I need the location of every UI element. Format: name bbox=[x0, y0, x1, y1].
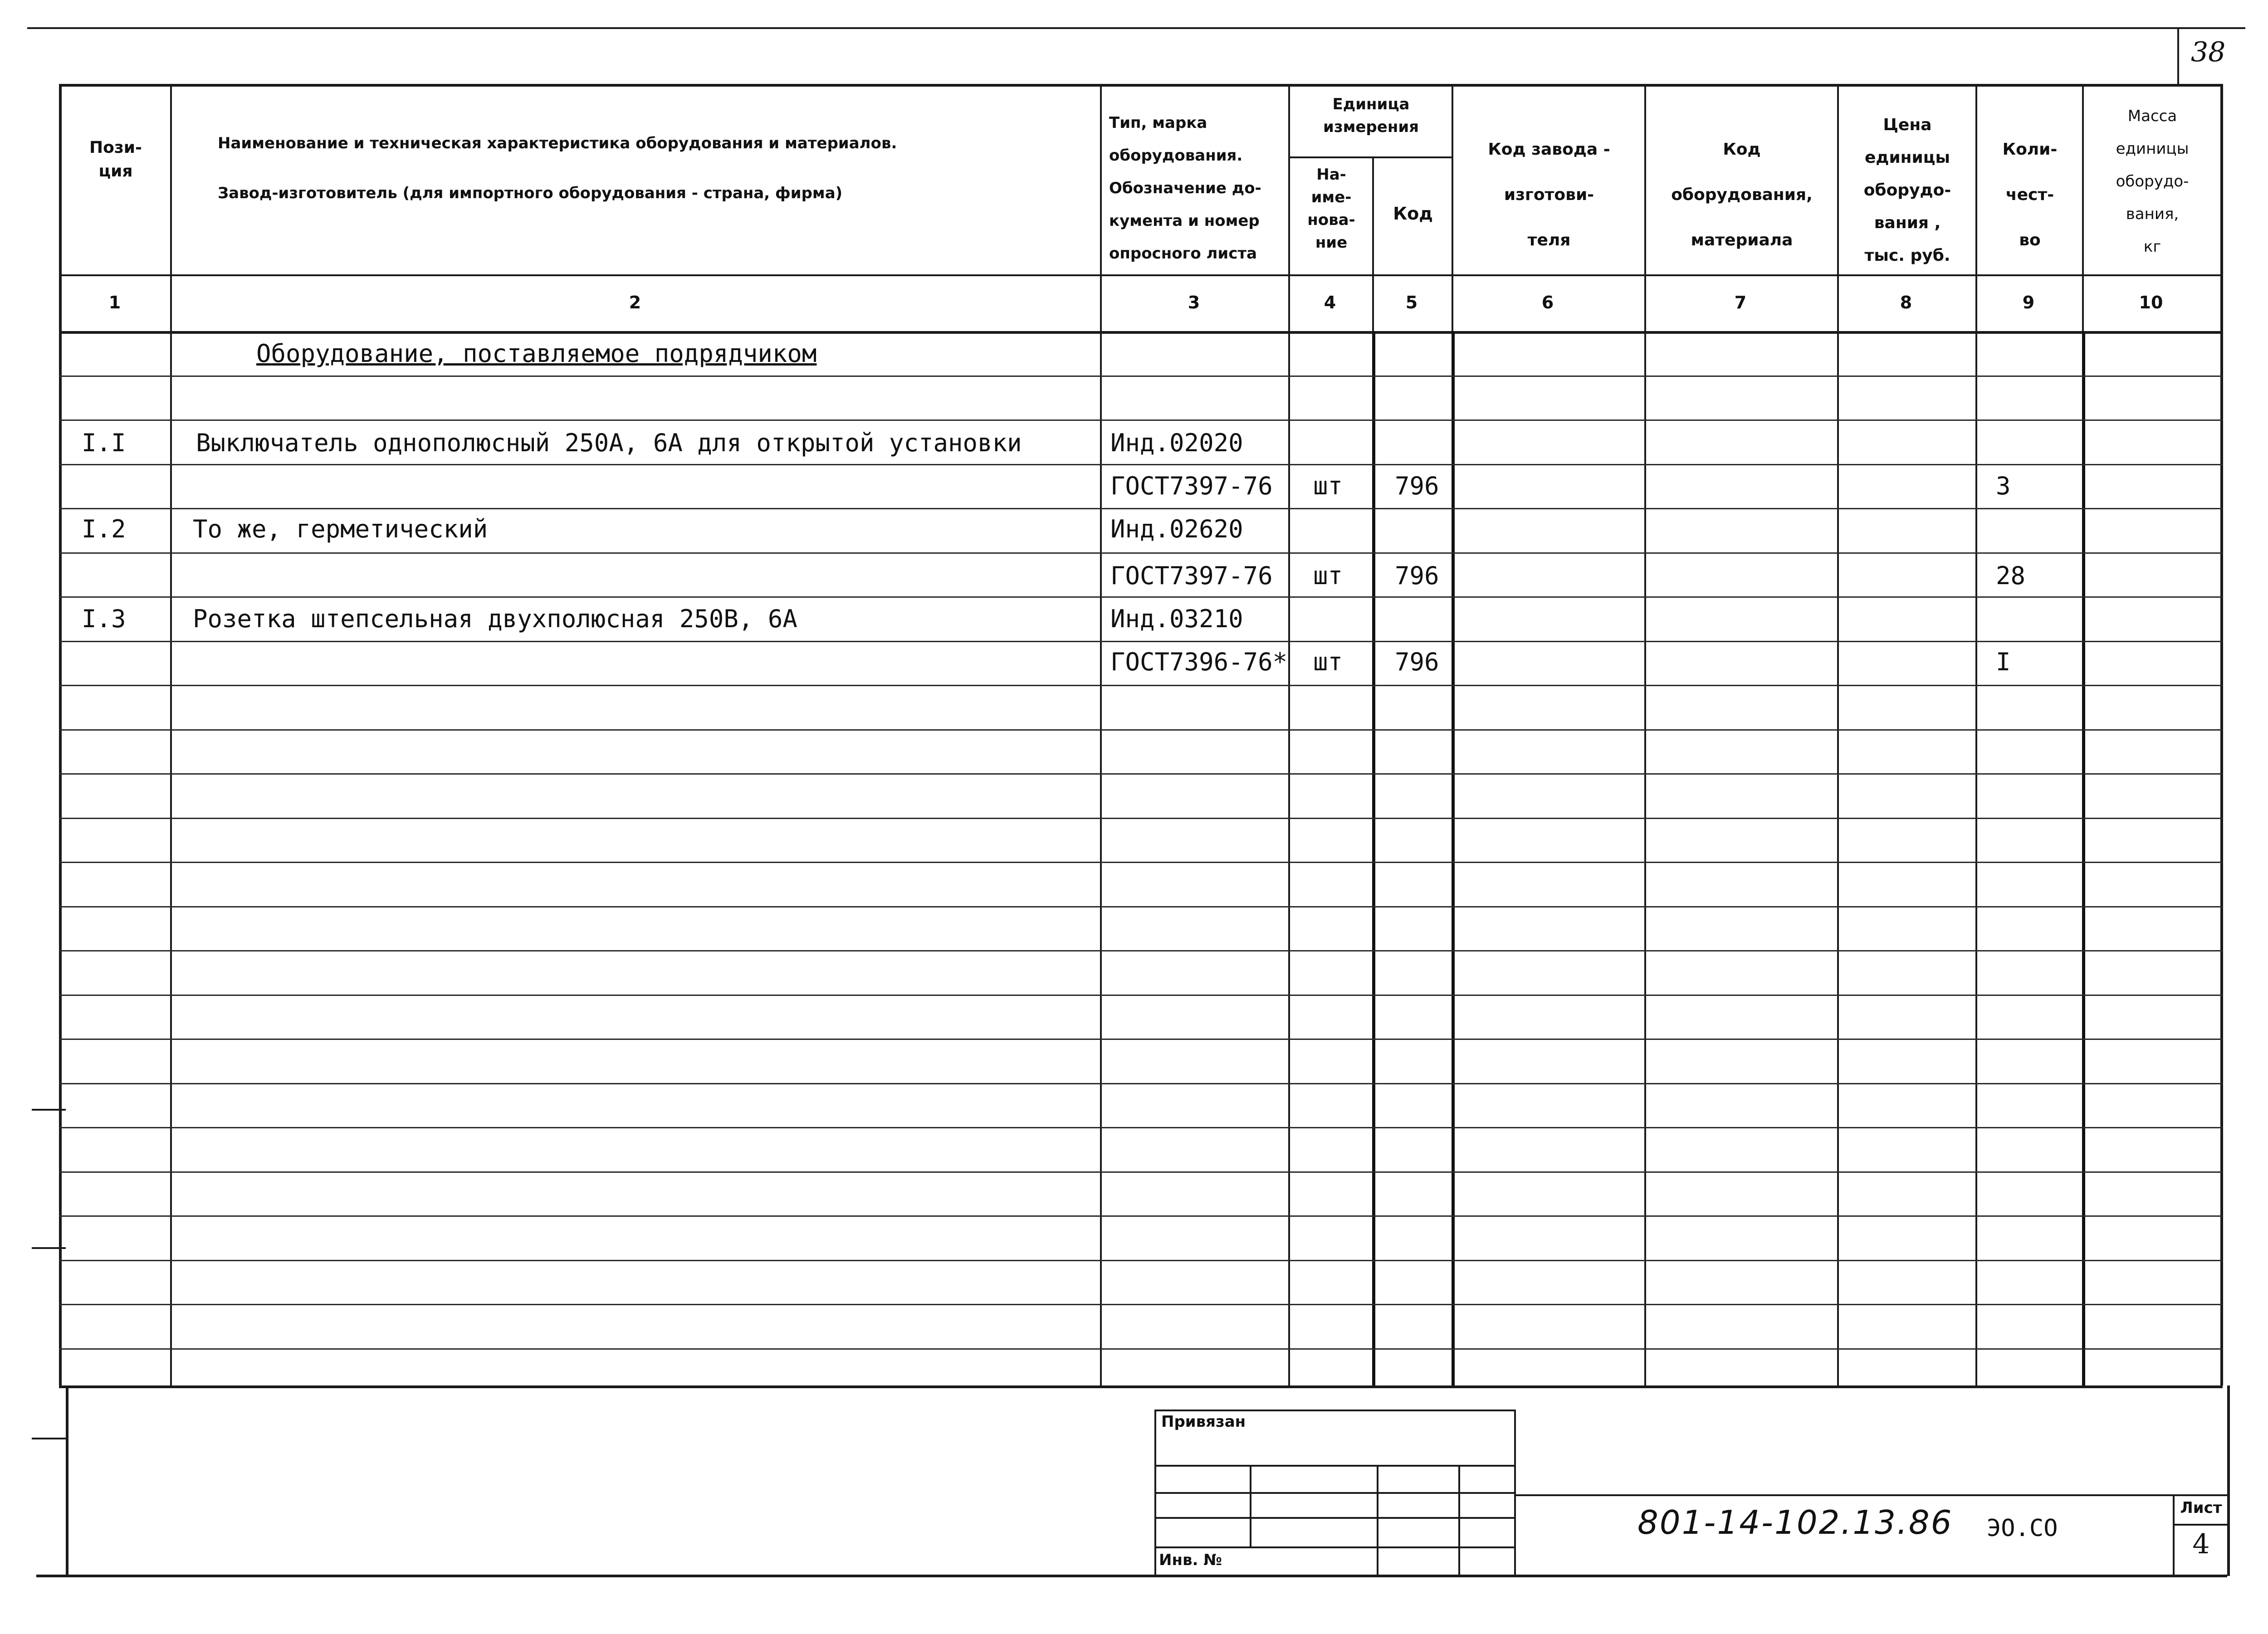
column-number: 2 bbox=[629, 293, 641, 312]
privyazan-line bbox=[1154, 1465, 1515, 1467]
column-number: 1 bbox=[108, 293, 121, 312]
row-line bbox=[59, 950, 2223, 951]
row-line bbox=[59, 906, 2223, 907]
col-divider-3 bbox=[1288, 84, 1290, 1385]
sheet-label: Лист bbox=[2180, 1499, 2222, 1517]
header-col3: Тип, марка оборудования. Обозначение до- кумента и номер опросного листа bbox=[1109, 114, 1261, 263]
col-divider-8 bbox=[1975, 84, 1977, 1385]
table-top-border bbox=[59, 84, 2223, 87]
stamp-left-border bbox=[66, 1385, 68, 1576]
row-line bbox=[59, 862, 2223, 863]
row-document: Инд.02620 bbox=[1110, 515, 1243, 543]
row-line bbox=[59, 773, 2223, 775]
row-quantity: 28 bbox=[1996, 561, 2026, 590]
section-code: ЭО.СО bbox=[1987, 1515, 2058, 1542]
row-code: 796 bbox=[1395, 561, 1439, 590]
corner-box-border bbox=[2177, 27, 2179, 86]
table-bottom-border bbox=[59, 1385, 2223, 1388]
colnum-bottom-border bbox=[59, 331, 2223, 334]
section-title: Оборудование, поставляемое подрядчиком bbox=[256, 339, 817, 368]
header-col2-line1: Наименование и техническая характеристика оборудования и материалов. bbox=[218, 134, 897, 152]
column-number: 3 bbox=[1188, 293, 1200, 312]
row-unit: шт bbox=[1313, 648, 1343, 676]
col-divider-2 bbox=[1100, 84, 1102, 1385]
column-number: 5 bbox=[1405, 293, 1418, 312]
header-col6: Код завода - изготови- теля bbox=[1488, 140, 1610, 249]
unit-group-divider bbox=[1288, 156, 1452, 158]
row-document: ГОСТ7397-76 bbox=[1110, 472, 1273, 500]
row-line bbox=[59, 464, 2223, 465]
row-line bbox=[59, 1127, 2223, 1128]
margin-tick bbox=[32, 1438, 66, 1439]
row-quantity: I bbox=[1996, 648, 2011, 676]
col-divider-7 bbox=[1837, 84, 1839, 1385]
column-number: 10 bbox=[2139, 293, 2163, 312]
row-line bbox=[59, 1171, 2223, 1173]
title-block-top-line bbox=[1514, 1494, 2229, 1496]
row-document: Инд.02020 bbox=[1110, 429, 1243, 457]
column-number: 9 bbox=[2022, 293, 2035, 312]
column-number: 6 bbox=[1541, 293, 1554, 312]
col-divider-9-thick bbox=[2082, 331, 2085, 1385]
col-divider-6 bbox=[1644, 84, 1646, 1385]
row-line bbox=[59, 419, 2223, 421]
row-line bbox=[59, 552, 2223, 554]
column-number: 8 bbox=[1900, 293, 1912, 312]
column-number: 4 bbox=[1324, 293, 1336, 312]
row-document: ГОСТ7397-76 bbox=[1110, 561, 1273, 590]
row-line bbox=[59, 1304, 2223, 1305]
privyazan-top-line bbox=[1154, 1410, 1515, 1411]
margin-tick bbox=[32, 1247, 66, 1249]
row-name: Розетка штепсельная двухполюсная 250В, 6А bbox=[193, 605, 797, 633]
row-line bbox=[59, 1260, 2223, 1261]
privyazan-col-line bbox=[1377, 1465, 1378, 1575]
header-col5: Код bbox=[1393, 204, 1433, 224]
row-unit: шт bbox=[1313, 472, 1343, 500]
row-line bbox=[59, 508, 2223, 509]
col-divider-5-thick bbox=[1452, 331, 1455, 1385]
row-quantity: 3 bbox=[1996, 472, 2011, 500]
row-position: I.I bbox=[82, 429, 126, 457]
col-divider-4-thick bbox=[1372, 331, 1375, 1385]
header-col2-line2: Завод-изготовитель (для импортного оборудования - страна, фирма) bbox=[218, 184, 843, 202]
row-line bbox=[59, 685, 2223, 686]
header-unit-group: Единица измерения bbox=[1323, 95, 1419, 136]
row-code: 796 bbox=[1395, 472, 1439, 500]
sheet-box-left-line bbox=[2173, 1494, 2175, 1576]
row-line bbox=[59, 729, 2223, 731]
document-code: 801-14-102.13.86 bbox=[1637, 1503, 1953, 1541]
header-col1: Пози- ция bbox=[89, 138, 142, 180]
row-line bbox=[59, 1215, 2223, 1217]
row-name: Выключатель однополюсный 250А, 6А для открытой установки bbox=[196, 429, 1022, 457]
row-line bbox=[59, 1039, 2223, 1040]
row-position: I.3 bbox=[82, 605, 126, 633]
stamp-right-border bbox=[2227, 1385, 2230, 1576]
privyazan-line bbox=[1154, 1517, 1515, 1519]
column-number: 7 bbox=[1734, 293, 1747, 312]
row-document: Инд.03210 bbox=[1110, 605, 1243, 633]
header-col7: Код оборудования, материала bbox=[1671, 140, 1813, 249]
privyazan-col-line bbox=[1458, 1465, 1460, 1575]
table-left-border bbox=[59, 84, 62, 1385]
table-right-border bbox=[2220, 84, 2223, 1385]
col-divider-1 bbox=[170, 84, 172, 1385]
row-line bbox=[59, 641, 2223, 642]
row-line bbox=[59, 818, 2223, 819]
sheet-box-divider bbox=[2173, 1524, 2228, 1526]
header-col10: Масса единицы оборудо- вания, кг bbox=[2116, 107, 2189, 256]
header-bottom-border bbox=[59, 274, 2223, 276]
row-line bbox=[59, 376, 2223, 377]
row-position: I.2 bbox=[82, 515, 126, 543]
privyazan-line bbox=[1154, 1492, 1515, 1494]
row-document: ГОСТ7396-76* bbox=[1110, 648, 1288, 676]
top-border-line bbox=[27, 27, 2245, 29]
header-col9: Коли- чест- во bbox=[2002, 140, 2058, 249]
row-unit: шт bbox=[1313, 561, 1343, 590]
privyazan-line bbox=[1154, 1546, 1515, 1548]
privyazan-col-line bbox=[1250, 1465, 1251, 1546]
page-bottom-border bbox=[36, 1575, 2227, 1577]
header-col4: На- име- нова- ние bbox=[1307, 166, 1355, 252]
row-line bbox=[59, 1348, 2223, 1350]
row-line bbox=[59, 995, 2223, 996]
row-line bbox=[59, 596, 2223, 598]
corner-sheet-number: 38 bbox=[2191, 36, 2226, 68]
row-name: То же, герметический bbox=[193, 515, 488, 543]
privyazan-label: Привязан bbox=[1161, 1413, 1246, 1431]
header-col8: Цена единицы оборудо- вания , тыс. руб. bbox=[1863, 116, 1951, 265]
inventory-number-label: Инв. № bbox=[1159, 1551, 1222, 1569]
row-code: 796 bbox=[1395, 648, 1439, 676]
row-line bbox=[59, 1083, 2223, 1084]
sheet-number: 4 bbox=[2192, 1528, 2210, 1560]
margin-tick bbox=[32, 1109, 66, 1111]
